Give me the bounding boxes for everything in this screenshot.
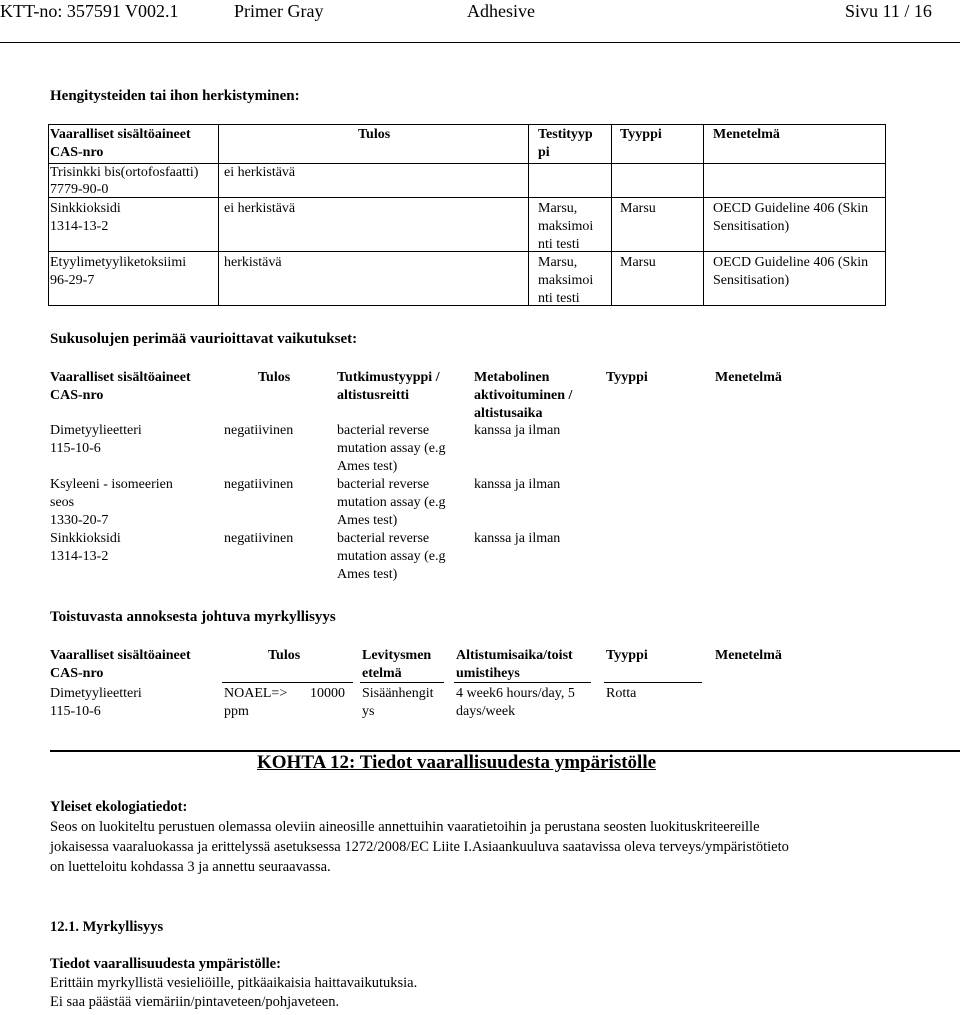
col-header-testtype: Testityyp xyxy=(538,127,593,142)
species: Marsu xyxy=(620,201,656,216)
product-name: Primer Gray xyxy=(234,1,324,21)
eco-text-line: Seos on luokiteltu perustuen olemassa oleviin aineosille annettuihin vaaratietoihin ja perustana seosten luokituskriteereille xyxy=(50,819,760,835)
substance-name: Ksyleeni - isomeerien xyxy=(50,477,173,492)
substance-name: Sinkkioksidi xyxy=(50,531,121,546)
section-heading-12: KOHTA 12: Tiedot vaarallisuudesta ympäristölle xyxy=(257,752,657,773)
col-header-exposure-2: umistiheys xyxy=(456,666,520,681)
eco-text-line: on luetteloitu kohdassa 3 ja annettu seuraavassa. xyxy=(50,859,331,875)
test-type: Ames test) xyxy=(337,567,398,582)
substance-cas: 7779-90-0 xyxy=(50,182,109,197)
col-header-method: Menetelmä xyxy=(713,127,780,142)
test-type: nti testi xyxy=(538,237,580,252)
table-cell-border xyxy=(604,682,702,683)
col-header-substance: Vaaralliset sisältöaineet xyxy=(50,127,191,142)
col-header-metabolic: Metabolinen xyxy=(474,370,550,385)
toxicity-heading: 12.1. Myrkyllisyys xyxy=(50,919,164,935)
test-type: mutation assay (e.g xyxy=(337,441,446,456)
exposure-route: ys xyxy=(362,704,375,719)
section-title-sensitisation: Hengitysteiden tai ihon herkistyminen: xyxy=(50,88,300,104)
noael-value-number: 10000 xyxy=(310,686,345,701)
mutagenicity-result: negatiivinen xyxy=(224,423,294,438)
hazard-heading: Tiedot vaarallisuudesta ympäristölle: xyxy=(50,956,281,972)
substance-name: Sinkkioksidi xyxy=(50,201,121,216)
sensitisation-result: herkistävä xyxy=(224,255,282,270)
mutagenicity-result: negatiivinen xyxy=(224,531,294,546)
col-header-substance: Vaaralliset sisältöaineet xyxy=(50,370,191,385)
sensitisation-result: ei herkistävä xyxy=(224,201,296,216)
metabolic-activation: kanssa ja ilman xyxy=(474,531,561,546)
substance-cas: 1314-13-2 xyxy=(50,219,109,234)
col-header-type: Tyyppi xyxy=(606,370,648,385)
col-header-type: Tyyppi xyxy=(620,127,662,142)
exposure-duration: days/week xyxy=(456,704,516,719)
section-title-mutagenicity: Sukusolujen perimää vaurioittavat vaikutukset: xyxy=(50,331,358,347)
col-header-testtype-2: pi xyxy=(538,145,550,160)
test-type: bacterial reverse xyxy=(337,477,430,492)
col-header-cas: CAS-nro xyxy=(50,145,104,160)
section-title-repeated-dose: Toistuvasta annoksesta johtuva myrkyllisyys xyxy=(50,609,336,625)
substance-name: seos xyxy=(50,495,75,510)
eco-heading: Yleiset ekologiatiedot: xyxy=(50,799,188,815)
test-type: mutation assay (e.g xyxy=(337,495,446,510)
method: OECD Guideline 406 (Skin xyxy=(713,201,869,216)
table-cell-border xyxy=(360,682,444,683)
col-header-type: Tyyppi xyxy=(606,648,648,663)
test-type: bacterial reverse xyxy=(337,423,430,438)
test-type: maksimoi xyxy=(538,273,594,288)
test-type: mutation assay (e.g xyxy=(337,549,446,564)
substance-name: Trisinkki bis(ortofosfaatti) xyxy=(50,165,199,180)
col-header-testtype-2: altistusreitti xyxy=(337,388,410,403)
species: Rotta xyxy=(606,686,637,701)
substance-cas: 115-10-6 xyxy=(50,441,101,456)
table-cell-border xyxy=(454,682,591,683)
col-header-cas: CAS-nro xyxy=(50,666,104,681)
mutagenicity-result: negatiivinen xyxy=(224,477,294,492)
col-header-cas: CAS-nro xyxy=(50,388,104,403)
method: OECD Guideline 406 (Skin xyxy=(713,255,869,270)
hazard-text-line: Erittäin myrkyllistä vesieliöille, pitkäaikaisia haittavaikutuksia. xyxy=(50,975,418,991)
test-type: bacterial reverse xyxy=(337,531,430,546)
sensitisation-result: ei herkistävä xyxy=(224,165,296,180)
ktt-number: KTT-no: 357591 V002.1 xyxy=(0,1,179,21)
method: Sensitisation) xyxy=(713,219,790,234)
test-type: Ames test) xyxy=(337,459,398,474)
test-type: Ames test) xyxy=(337,513,398,528)
method: Sensitisation) xyxy=(713,273,790,288)
product-type: Adhesive xyxy=(467,1,535,21)
col-header-route: Levitysmen xyxy=(362,648,432,663)
metabolic-activation: kanssa ja ilman xyxy=(474,423,561,438)
hazard-text-line: Ei saa päästää viemäriin/pintaveteen/pohjaveteen. xyxy=(50,994,340,1010)
col-header-method: Menetelmä xyxy=(715,648,782,663)
noael-value: NOAEL=> xyxy=(224,686,288,701)
page-number: Sivu 11 / 16 xyxy=(845,1,932,21)
species: Marsu xyxy=(620,255,656,270)
substance-name: Dimetyylieetteri xyxy=(50,423,142,438)
col-header-result: Tulos xyxy=(258,370,291,385)
col-header-route-2: etelmä xyxy=(362,666,402,681)
test-type: maksimoi xyxy=(538,219,594,234)
header-rule xyxy=(0,42,960,43)
substance-name: Etyylimetyyliketoksiimi xyxy=(50,255,187,270)
col-header-metabolic-2: aktivoituminen / xyxy=(474,388,573,403)
substance-cas: 115-10-6 xyxy=(50,704,101,719)
exposure-route: Sisäänhengit xyxy=(362,686,434,701)
test-type: nti testi xyxy=(538,291,580,306)
noael-unit: ppm xyxy=(224,704,249,719)
exposure-duration: 4 week6 hours/day, 5 xyxy=(456,686,575,701)
col-header-exposure: Altistumisaika/toist xyxy=(456,648,573,663)
table-cell-border xyxy=(222,682,353,683)
col-header-result: Tulos xyxy=(268,648,301,663)
test-type: Marsu, xyxy=(538,201,578,216)
substance-cas: 96-29-7 xyxy=(50,273,95,288)
test-type: Marsu, xyxy=(538,255,578,270)
substance-cas: 1330-20-7 xyxy=(50,513,109,528)
col-header-method: Menetelmä xyxy=(715,370,782,385)
metabolic-activation: kanssa ja ilman xyxy=(474,477,561,492)
substance-name: Dimetyylieetteri xyxy=(50,686,142,701)
col-header-substance: Vaaralliset sisältöaineet xyxy=(50,648,191,663)
col-header-metabolic-3: altistusaika xyxy=(474,406,543,421)
col-header-testtype: Tutkimustyyppi / xyxy=(337,370,440,385)
col-header-result: Tulos xyxy=(358,127,391,142)
eco-text-line: jokaisessa vaaraluokassa ja erittelyssä asetuksessa 1272/2008/EC Liite I.Asiaankuuluva saatavissa oleva terveys/ympäristötieto xyxy=(50,839,789,855)
substance-cas: 1314-13-2 xyxy=(50,549,109,564)
